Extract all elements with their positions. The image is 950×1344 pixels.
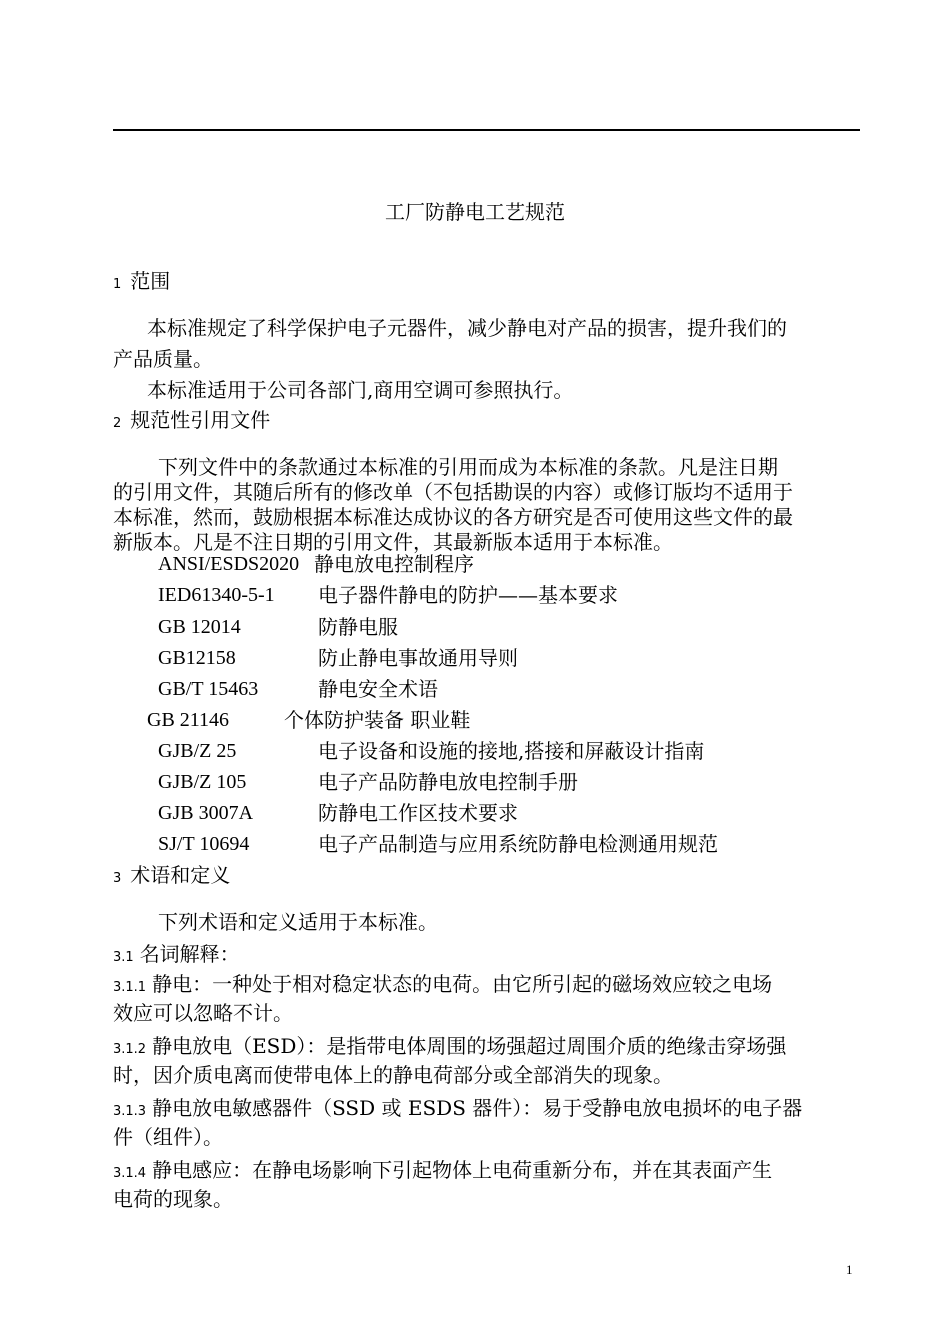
term-number: 3.1.2: [113, 1042, 147, 1057]
ref-code: GB/T 15463: [158, 678, 259, 700]
ref-title: 防止静电事故通用导则: [318, 646, 518, 670]
term-text: 名词解释：: [139, 942, 240, 966]
term-text: 静电放电（ESD）：是指带电体周围的场强超过周围介质的绝缘击穿场强: [152, 1034, 787, 1058]
term-number: 3.1: [113, 950, 134, 965]
ref-code: GB12158: [158, 647, 236, 669]
section-3-title: 术语和定义: [130, 863, 231, 887]
section-1-title: 范围: [130, 269, 171, 293]
ref-code: GB 12014: [158, 616, 241, 638]
term-3-1-2-line1: [113, 1033, 786, 1063]
ref-code: ANSI/ESDS2020: [158, 553, 300, 575]
ref-title: 电子器件静电的防护——基本要求: [318, 583, 618, 607]
section-2-intro-line1: 下列文件中的条款通过本标准的引用而成为本标准的条款。凡是注日期: [158, 455, 778, 479]
ref-title: 静电放电控制程序: [314, 552, 474, 576]
section-1-para1-line1: 本标准规定了科学保护电子元器件，减少静电对产品的损害，提升我们的: [147, 316, 787, 340]
ref-code: IED61340-5-1: [158, 584, 275, 606]
term-3-1-2-line2: 时，因介质电离而使带电体上的静电荷部分或全部消失的现象。: [113, 1063, 673, 1087]
page-number: 1: [846, 1262, 853, 1277]
ref-code: GJB/Z 25: [158, 740, 237, 762]
ref-title: 电子产品制造与应用系统防静电检测通用规范: [318, 832, 718, 856]
header-rule: [113, 129, 860, 131]
term-text: 静电感应：在静电场影响下引起物体上电荷重新分布，并在其表面产生: [152, 1158, 773, 1182]
section-2-intro-line4: 新版本。凡是不注日期的引用文件，其最新版本适用于本标准。: [113, 530, 673, 554]
term-text: 静电：一种处于相对稳定状态的电荷。由它所引起的磁场效应较之电场: [152, 972, 773, 996]
ref-title: 防静电工作区技术要求: [318, 801, 518, 825]
section-2-intro-line2: 的引用文件，其随后所有的修改单（不包括勘误的内容）或修订版均不适用于: [113, 480, 793, 504]
term-3-1-4-line1: [113, 1157, 772, 1187]
ref-title: 电子产品防静电放电控制手册: [318, 770, 578, 794]
term-3-1-1-line1: [113, 971, 772, 1001]
section-2-title: 规范性引用文件: [130, 408, 271, 432]
term-3-1-3-line2: 件（组件）。: [113, 1125, 223, 1149]
section-2-intro-line3: 本标准，然而，鼓励根据本标准达成协议的各方研究是否可使用这些文件的最: [113, 505, 793, 529]
document-title: 工厂防静电工艺规范: [385, 200, 565, 224]
ref-code: GJB/Z 105: [158, 771, 247, 793]
term-3-1-4-line2: 电荷的现象。: [113, 1187, 233, 1211]
section-2-number: 2: [113, 416, 122, 431]
term-3-1: [113, 941, 240, 971]
term-number: 3.1.3: [113, 1104, 147, 1119]
ref-title: 个体防护装备 职业鞋: [284, 708, 471, 732]
term-3-1-1-line2: 效应可以忽略不计。: [113, 1001, 293, 1025]
term-text: 静电放电敏感器件（SSD 或 ESDS 器件）：易于受静电放电损坏的电子器: [152, 1096, 803, 1120]
section-3-intro: 下列术语和定义适用于本标准。: [158, 910, 438, 934]
ref-code: GJB 3007A: [158, 802, 254, 824]
section-3-heading: [113, 861, 230, 893]
section-1-para2: 本标准适用于公司各部门,商用空调可参照执行。: [147, 378, 574, 402]
ref-title: 静电安全术语: [318, 677, 438, 701]
section-1-heading: [113, 267, 170, 299]
ref-title: 防静电服: [318, 615, 398, 639]
ref-code: GB 21146: [147, 709, 230, 731]
term-number: 3.1.1: [113, 980, 147, 995]
term-3-1-3-line1: [113, 1095, 802, 1125]
term-number: 3.1.4: [113, 1166, 147, 1181]
section-2-heading: [113, 406, 270, 438]
ref-title: 电子设备和设施的接地,搭接和屏蔽设计指南: [318, 739, 705, 763]
section-1-para1-line2: 产品质量。: [113, 347, 213, 371]
section-1-number: 1: [113, 277, 122, 292]
ref-code: SJ/T 10694: [158, 833, 250, 855]
section-3-number: 3: [113, 871, 122, 886]
